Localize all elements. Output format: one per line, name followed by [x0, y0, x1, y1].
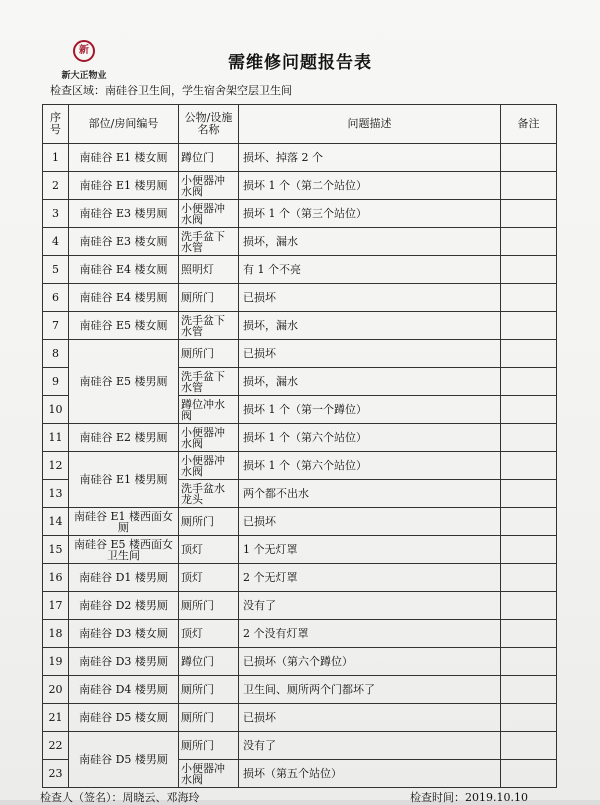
row-number: 12	[43, 452, 69, 480]
row-facility: 小便器冲水阀	[179, 424, 239, 452]
row-remark	[501, 564, 557, 592]
row-description: 损坏 1 个（第六个站位）	[239, 452, 501, 480]
table-row	[43, 564, 557, 592]
header-location: 部位/房间编号	[69, 105, 179, 144]
row-location: 南硅谷 E1 楼男厕	[69, 452, 179, 508]
row-number: 9	[43, 368, 69, 396]
row-description: 2 个无灯罩	[239, 564, 501, 592]
row-number: 23	[43, 760, 69, 788]
row-remark	[501, 536, 557, 564]
row-remark	[501, 312, 557, 340]
row-number: 16	[43, 564, 69, 592]
row-location: 南硅谷 D5 楼男厕	[69, 732, 179, 788]
company-name: 新大正物业	[61, 71, 107, 81]
row-facility: 洗手盆下水管	[179, 312, 239, 340]
row-facility: 小便器冲水阀	[179, 760, 239, 788]
row-number: 18	[43, 620, 69, 648]
row-remark	[501, 452, 557, 480]
table-row	[43, 144, 557, 172]
row-number: 21	[43, 704, 69, 732]
row-facility: 小便器冲水阀	[179, 172, 239, 200]
row-location: 南硅谷 D1 楼男厕	[69, 564, 179, 592]
row-description: 损坏 1 个（第六个站位）	[239, 424, 501, 452]
table-row	[43, 620, 557, 648]
row-location: 南硅谷 E1 楼西面女厕	[69, 508, 179, 536]
row-location: 南硅谷 E5 楼女厕	[69, 312, 179, 340]
row-facility: 厕所门	[179, 284, 239, 312]
row-remark	[501, 144, 557, 172]
row-number: 6	[43, 284, 69, 312]
row-facility: 蹲位门	[179, 144, 239, 172]
logo-mark-icon: 新	[73, 40, 95, 62]
row-remark	[501, 396, 557, 424]
row-location: 南硅谷 D3 楼女厕	[69, 620, 179, 648]
row-number: 3	[43, 200, 69, 228]
row-facility: 厕所门	[179, 340, 239, 368]
row-facility: 洗手盆水龙头	[179, 480, 239, 508]
row-facility: 厕所门	[179, 732, 239, 760]
row-location: 南硅谷 E5 楼西面女卫生间	[69, 536, 179, 564]
row-location: 南硅谷 E4 楼女厕	[69, 256, 179, 284]
row-facility: 顶灯	[179, 620, 239, 648]
row-location: 南硅谷 E3 楼男厕	[69, 200, 179, 228]
row-description: 有 1 个不亮	[239, 256, 501, 284]
row-description: 卫生间、厕所两个门都坏了	[239, 676, 501, 704]
inspector-signature: 检查人（签名）：周晓云、邓海玲	[40, 791, 200, 804]
table-row	[43, 508, 557, 536]
row-location: 南硅谷 E5 楼男厕	[69, 340, 179, 424]
row-facility: 厕所门	[179, 676, 239, 704]
row-description: 已损坏	[239, 704, 501, 732]
row-location: 南硅谷 D2 楼男厕	[69, 592, 179, 620]
row-remark	[501, 704, 557, 732]
header-remark: 备注	[501, 105, 557, 144]
row-location: 南硅谷 D4 楼男厕	[69, 676, 179, 704]
row-description: 已损坏	[239, 284, 501, 312]
row-facility: 厕所门	[179, 508, 239, 536]
row-location: 南硅谷 E1 楼女厕	[69, 144, 179, 172]
table-row	[43, 256, 557, 284]
table-row	[43, 340, 557, 368]
row-number: 2	[43, 172, 69, 200]
row-remark	[501, 620, 557, 648]
row-remark	[501, 676, 557, 704]
table-row	[43, 648, 557, 676]
row-number: 1	[43, 144, 69, 172]
row-facility: 厕所门	[179, 592, 239, 620]
row-description: 两个都不出水	[239, 480, 501, 508]
row-location: 南硅谷 D5 楼女厕	[69, 704, 179, 732]
inspection-area	[50, 82, 292, 98]
table-row	[43, 172, 557, 200]
row-description: 损坏，漏水	[239, 312, 501, 340]
row-number: 19	[43, 648, 69, 676]
table-row	[43, 676, 557, 704]
table-row	[43, 452, 557, 480]
row-facility: 顶灯	[179, 536, 239, 564]
row-description: 已损坏	[239, 340, 501, 368]
table-row	[43, 424, 557, 452]
footer	[40, 789, 600, 805]
row-remark	[501, 256, 557, 284]
row-description: 损坏，漏水	[239, 228, 501, 256]
row-facility: 厕所门	[179, 704, 239, 732]
table-row	[43, 592, 557, 620]
row-facility: 洗手盆下水管	[179, 228, 239, 256]
row-location: 南硅谷 E2 楼男厕	[69, 424, 179, 452]
table-row	[43, 312, 557, 340]
row-remark	[501, 284, 557, 312]
header-description: 问题描述	[239, 105, 501, 144]
row-remark	[501, 480, 557, 508]
row-description: 已损坏	[239, 508, 501, 536]
area-value: 南硅谷卫生间，学生宿舍架空层卫生间	[105, 84, 292, 97]
header-facility: 公物/设施名称	[179, 105, 239, 144]
row-facility: 洗手盆下水管	[179, 368, 239, 396]
row-number: 13	[43, 480, 69, 508]
page-title: 需维修问题报告表	[228, 53, 372, 73]
row-location: 南硅谷 E3 楼女厕	[69, 228, 179, 256]
row-number: 14	[43, 508, 69, 536]
row-number: 20	[43, 676, 69, 704]
row-number: 4	[43, 228, 69, 256]
row-number: 7	[43, 312, 69, 340]
row-description: 损坏 1 个（第一个蹲位）	[239, 396, 501, 424]
table-row	[43, 732, 557, 760]
row-description: 已损坏（第六个蹲位）	[239, 648, 501, 676]
row-facility: 小便器冲水阀	[179, 200, 239, 228]
row-remark	[501, 732, 557, 760]
row-remark	[501, 200, 557, 228]
row-location: 南硅谷 D3 楼男厕	[69, 648, 179, 676]
inspection-date: 检查时间：2019.10.10	[410, 791, 528, 804]
row-location: 南硅谷 E4 楼男厕	[69, 284, 179, 312]
row-facility: 小便器冲水阀	[179, 452, 239, 480]
row-number: 15	[43, 536, 69, 564]
row-description: 2 个没有灯罩	[239, 620, 501, 648]
row-remark	[501, 648, 557, 676]
row-description: 没有了	[239, 732, 501, 760]
row-description: 没有了	[239, 592, 501, 620]
row-description: 损坏（第五个站位）	[239, 760, 501, 788]
row-number: 11	[43, 424, 69, 452]
row-remark	[501, 760, 557, 788]
row-description: 损坏 1 个（第三个站位）	[239, 200, 501, 228]
repair-table	[42, 104, 557, 788]
row-location: 南硅谷 E1 楼男厕	[69, 172, 179, 200]
row-facility: 蹲位门	[179, 648, 239, 676]
area-label: 检查区域：	[50, 84, 105, 97]
row-remark	[501, 508, 557, 536]
row-description: 1 个无灯罩	[239, 536, 501, 564]
row-number: 8	[43, 340, 69, 368]
row-remark	[501, 368, 557, 396]
row-facility: 蹲位冲水阀	[179, 396, 239, 424]
table-row	[43, 704, 557, 732]
table-row	[43, 284, 557, 312]
header-no: 序号	[43, 105, 69, 144]
row-remark	[501, 172, 557, 200]
row-number: 5	[43, 256, 69, 284]
table-row	[43, 536, 557, 564]
row-description: 损坏 1 个（第二个站位）	[239, 172, 501, 200]
row-description: 损坏，漏水	[239, 368, 501, 396]
row-remark	[501, 340, 557, 368]
table-row	[43, 228, 557, 256]
row-facility: 顶灯	[179, 564, 239, 592]
row-number: 22	[43, 732, 69, 760]
row-description: 损坏、掉落 2 个	[239, 144, 501, 172]
row-remark	[501, 228, 557, 256]
row-facility: 照明灯	[179, 256, 239, 284]
table-header-row	[43, 105, 557, 144]
table-row	[43, 200, 557, 228]
row-number: 10	[43, 396, 69, 424]
row-remark	[501, 424, 557, 452]
row-remark	[501, 592, 557, 620]
row-number: 17	[43, 592, 69, 620]
